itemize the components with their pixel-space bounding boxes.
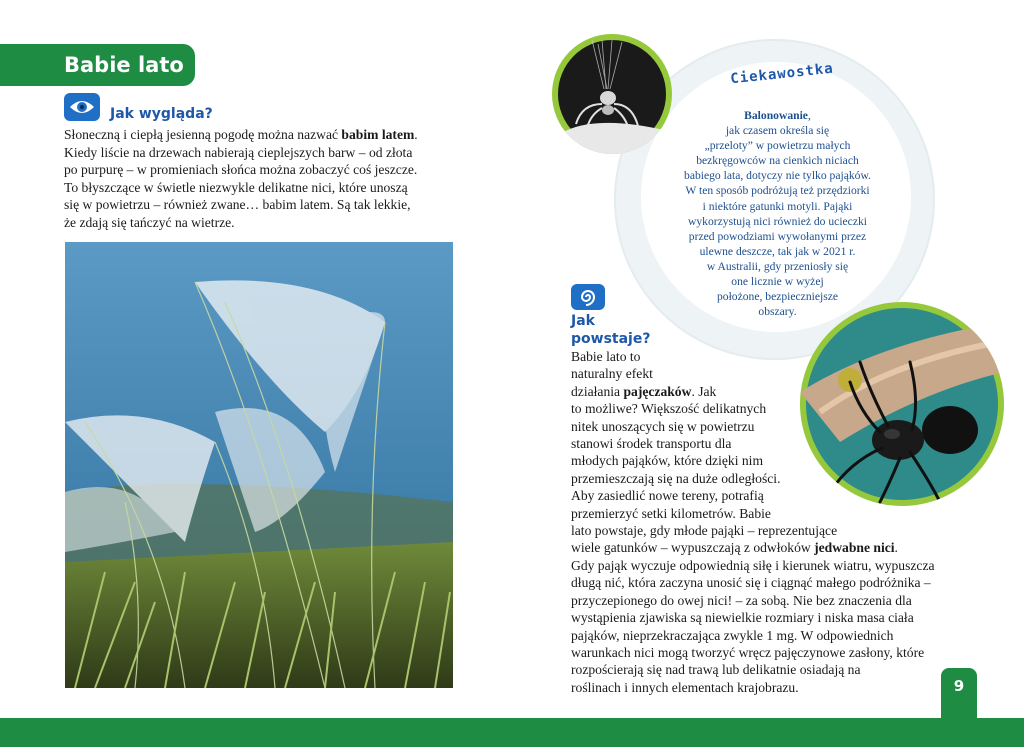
curiosity-line: i niektóre gatunki motyli. Pająki [702,199,853,213]
curiosity-line: Balonowanie, [744,109,811,122]
curiosity-text [655,108,900,319]
main-line: przemierzyć setki kilometrów. Babie [571,505,771,521]
intro-line: że zdają się tańczyć na wietrze. [64,214,235,230]
curiosity-line: bezkręgowców na cienkich niciach [696,154,859,168]
main-line: młodych pająków, które dzięki nim [571,453,764,469]
main-line: Aby zasiedlić nowe tereny, potrafią [571,488,764,504]
section-heading-form-line: Jak [571,313,595,329]
intro-line: się w powietrzu – również zwane… babim latem. Są tak lekkie, [64,197,411,212]
curiosity-line: ulewne deszcze, tak jak w 2021 r. [699,244,856,258]
main-paragraph [571,348,971,696]
main-line: nitek unoszących się w powietrzu [571,418,755,434]
footer-bar [0,718,1024,747]
main-line: to możliwe? Większość delikatnych [571,401,767,417]
main-line: Babie lato to [571,349,641,364]
intro-line: po purpurę – w promieniach słońca można zobaczyć coś jeszcze. [64,162,418,177]
page-title: Babie lato [0,44,195,86]
section-heading-form-line: powstaje? [571,331,651,347]
main-line: lato powstaje, gdy młode pająki – reprezentujące [571,523,838,539]
curiosity-line: babiego lata, dotyczy nie tylko pająków. [684,169,871,183]
main-line: działania pajęczaków. Jak [571,383,717,399]
eye-icon [64,93,100,121]
curiosity-line: obszary. [758,305,797,319]
intro-paragraph [64,126,452,231]
main-line: wiele gatunków – wypuszczają z odwłoków jedwabne nici. [571,540,898,556]
main-line: pająków, nieprzekraczająca zwykle 1 mg. W odpowiednich [571,627,894,643]
main-line: rozpościerają się nad trawą lub delikatnie osiadają na [571,662,861,678]
main-line: warunkach nici mogą tworzyć wręcz pajęczynowe zasłony, które [571,644,925,660]
gossamer-photo [65,242,453,688]
main-line: roślinach i innych elementach krajobrazu. [571,679,799,695]
curiosity-line: jak czasem określa się [725,124,830,138]
main-line: wystąpienia zjawiska są niewielkie rozmiary i niska masa ciała [571,610,914,626]
curiosity-line: „przeloty” w powietrzu małych [704,139,851,153]
curiosity-line: położone, bezpieczniejsze [716,290,839,304]
curiosity-line: one licznie w wyżej [731,275,824,289]
main-line: długą nić, która zaczyna unosić się i ciągnąć małego podróżnika – [571,575,931,591]
main-line: stanowi środek transportu dla [571,436,732,452]
main-line: przyczepionego do owej nici! – za sobą. Nie bez znaczenia dla [571,592,912,608]
section-heading-form [571,312,661,348]
curiosity-title: Ciekawostka [729,60,835,88]
section-heading-look: Jak wygląda? [110,106,213,122]
intro-line: To błyszczące w świetle niezwykle delikatne nici, które unoszą [64,179,408,195]
main-line: naturalny efekt [571,366,653,382]
page-number: 9 [941,668,977,718]
intro-line: Kiedy liście na drzewach nabierają cieplejszych barw – od złota [64,144,413,160]
curiosity-line: wykorzystują nici również do ucieczki [688,214,867,228]
ballooning-spider-photo [552,34,672,154]
intro-line: Słoneczną i ciepłą jesienną pogodę można nazwać babim latem. [64,127,418,142]
main-line: przemieszczają się na duże odległości. [571,470,781,486]
swirl-icon [571,284,605,310]
main-line: Gdy pająk wyczuje odpowiednią siłę i kierunek wiatru, wypuszcza [571,557,935,573]
curiosity-line: przed powodziami wywołanymi przez [688,229,867,243]
curiosity-line: W ten sposób podróżują też przędziorki [685,184,870,198]
curiosity-line: w Australii, gdy przeniosły się [706,259,849,273]
